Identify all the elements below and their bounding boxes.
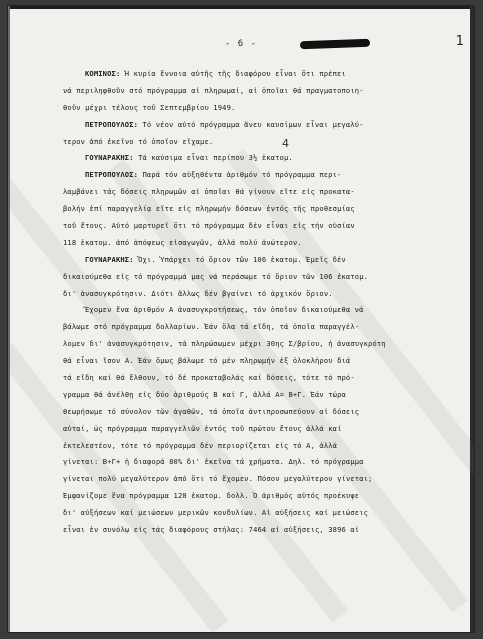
text-line: [63, 404, 463, 421]
line-text: βάλωμε στό πρόγραμμα δολλαρίων. Ἐάν ὅλα τά εἴδη, τά ὁποῖα παραγγέλ-: [63, 322, 360, 332]
line-text: Παρά τόν αὐξηθέντα ἀριθμόν τό πρόγραμμα περι-: [142, 170, 342, 180]
text-line: [63, 100, 463, 117]
text-line: [63, 66, 463, 83]
line-text: Τά καύσιμα εἶναι περίπου 3½ ἑκατομ.: [138, 153, 293, 163]
line-text: Τό νέον αὐτό πρόγραμμα ἄνευ καυσίμων εἶναι μεγαλύ-: [142, 119, 364, 129]
text-line: [63, 167, 463, 184]
text-line: [63, 505, 463, 522]
line-text: γραμμα θά ἀνέλθῃ εἰς δύο ἀριθμούς Β καί Γ, ἀλλά Α= Β+Γ. Ἐάν τώρα: [63, 389, 346, 399]
speaker-name: ΠΕΤΡΟΠΟΥΛΟΣ:: [85, 119, 143, 129]
page-top-edge: [8, 6, 474, 9]
document-page: [8, 6, 474, 632]
line-text: δι' ἀνασυγκρότησιν. Διότι ἄλλως δέν βγαίνει τό ἀρχικόν ὅριον.: [63, 288, 333, 298]
text-line: [63, 319, 463, 336]
text-line: [63, 150, 463, 167]
text-line: [63, 252, 463, 269]
text-line: [63, 522, 463, 539]
text-line: [63, 83, 463, 100]
speaker-name: ΓΟΥΝΑΡΑΚΗΣ:: [85, 153, 139, 163]
page-right-edge: [470, 6, 474, 632]
text-line: [63, 269, 463, 286]
line-text: βολήν ἐπί παραγγελίᾳ εἴτε εἰς πληρωμήν δόσεων ἐντός τῆς προθεσμίας: [63, 204, 355, 214]
text-line: [63, 370, 463, 387]
line-text: θεωρήσωμε τό σύνολον τῶν ἀγαθῶν, τά ὁποῖα ἀντιπροσωπεύουν αἱ δόσεις: [63, 406, 360, 416]
text-line: [63, 438, 463, 455]
line-text: τερον ἀπό ἐκεῖνο τό ὁποῖον εἴχαμε.: [63, 136, 214, 146]
corner-mark: 1: [455, 34, 464, 49]
line-text: εἶναι ἐν συνόλῳ εἰς τάς διαφόρους στήλας: 7464 αἱ αὐξήσεις, 3896 αἱ: [63, 525, 360, 535]
line-text: Ἔχομεν ἕνα ἀριθμόν Α ἀνασυγκροτήσεως, τόν ὁποῖον δικαιούμεθα νά: [85, 305, 364, 315]
line-text: λαμβάνει τάς δόσεις πληρωμῶν αἱ ὁποῖαι θά γίνουν εἴτε εἰς προκατα-: [63, 187, 355, 197]
line-text: λομεν δι' ἀνασυγκρότησιν, τά πληρώσωμεν μέχρι 30ης Σ/βρίου, ἡ ἀνασυγκρότη: [63, 339, 386, 349]
line-text: Ἡ κυρία ἔννοια αὐτῆς τῆς διαφόρου εἶναι ὅτι πρέπει: [124, 69, 346, 78]
line-text: γίνεται πολύ μεγαλύτερον ἀπό ὅτι τό ἔχομεν. Πόσον μεγαλύτερον γίνεται;: [63, 474, 373, 484]
speaker-name: ΠΕΤΡΟΠΟΥΛΟΣ:: [85, 170, 143, 180]
line-text: Ὄχι. Ὑπάρχει τό ὅριον τῶν 106 ἑκατομ. Ἐμεῖς δέν: [138, 254, 346, 264]
line-text: Ἐμφανίζομε ἕνα πρόγραμμα 120 ἑκατομ. δολλ. Ὁ ἀριθμός αὐτός προέκυψε: [63, 491, 360, 501]
line-text: θά εἶναι ἴσον Α. Ἐάν ὅμως βάλωμε τό μέν πληρωμήν ἐξ ὁλοκλήρου διά: [63, 356, 351, 366]
page-left-edge: [8, 6, 10, 632]
text-line: [63, 134, 463, 151]
line-text: γίνεται: Β+Γ+ ἡ διαφορά 80% δι' ἐκεῖνα τά χρήματα. Δηλ. τό πρόγραμμα: [63, 457, 364, 467]
speaker-name: ΓΟΥΝΑΡΑΚΗΣ:: [85, 254, 139, 264]
text-line: [63, 218, 463, 235]
text-line: [63, 302, 463, 319]
text-line: [63, 488, 463, 505]
text-line: [63, 421, 463, 438]
text-line: [63, 336, 463, 353]
line-text: ἐκτελεστέον, τότε τό πρόγραμμα δέν περιορίζεται εἰς τό Α, ἀλλά: [63, 440, 338, 450]
handwritten-annotation: 4: [282, 137, 289, 150]
line-text: τοῦ ἔτους. Αὐτό μαρτυρεῖ ὅτι τό πρόγραμμα δέν εἶναι εἰς τήν οὐσίαν: [63, 221, 355, 231]
text-line: [63, 387, 463, 404]
transcript-body: [63, 66, 463, 539]
line-text: 118 ἑκατομ. ἀπό ἀπόψεως εἰσαγωγῶν, ἀλλά πολύ ἀνώτερον.: [63, 237, 302, 247]
text-line: [63, 454, 463, 471]
line-text: τά εἴδη καί θά ἔλθουν, τό δέ προκαταβολάς καί δόσεις, τότε τό πρό-: [63, 373, 355, 383]
line-text: αὐταί, ὡς πρόγραμμα παραγγελιῶν ἐντός τοῦ πρώτου ἔτους ἀλλά καί: [63, 423, 342, 433]
line-text: δικαιούμεθα εἰς τό πρόγραμμά μας νά περάσωμε τό ὅριον τῶν 106 ἑκατομ.: [63, 271, 369, 281]
text-line: [63, 201, 463, 218]
text-line: [63, 286, 463, 303]
line-text: δι' αὐξήσεων καί μειώσεων μερικῶν κονδυλίων. Αἱ αὐξήσεις καί μειώσεις: [63, 508, 369, 518]
text-line: [63, 117, 463, 134]
line-text: θοῦν μέχρι τέλους τοῦ Σεπτεμβρίου 1949.: [63, 102, 236, 112]
text-line: [63, 471, 463, 488]
text-line: [63, 235, 463, 252]
speaker-name: ΚΟΜΙΝΟΣ:: [85, 69, 125, 78]
text-line: [63, 353, 463, 370]
line-text: νά περιληφθοῦν στό πρόγραμμα αἱ πληρωμαί, αἱ ὁποῖαι θά πραγματοποιη-: [63, 85, 364, 95]
text-line: [63, 184, 463, 201]
page-number: - 6 -: [224, 39, 258, 49]
